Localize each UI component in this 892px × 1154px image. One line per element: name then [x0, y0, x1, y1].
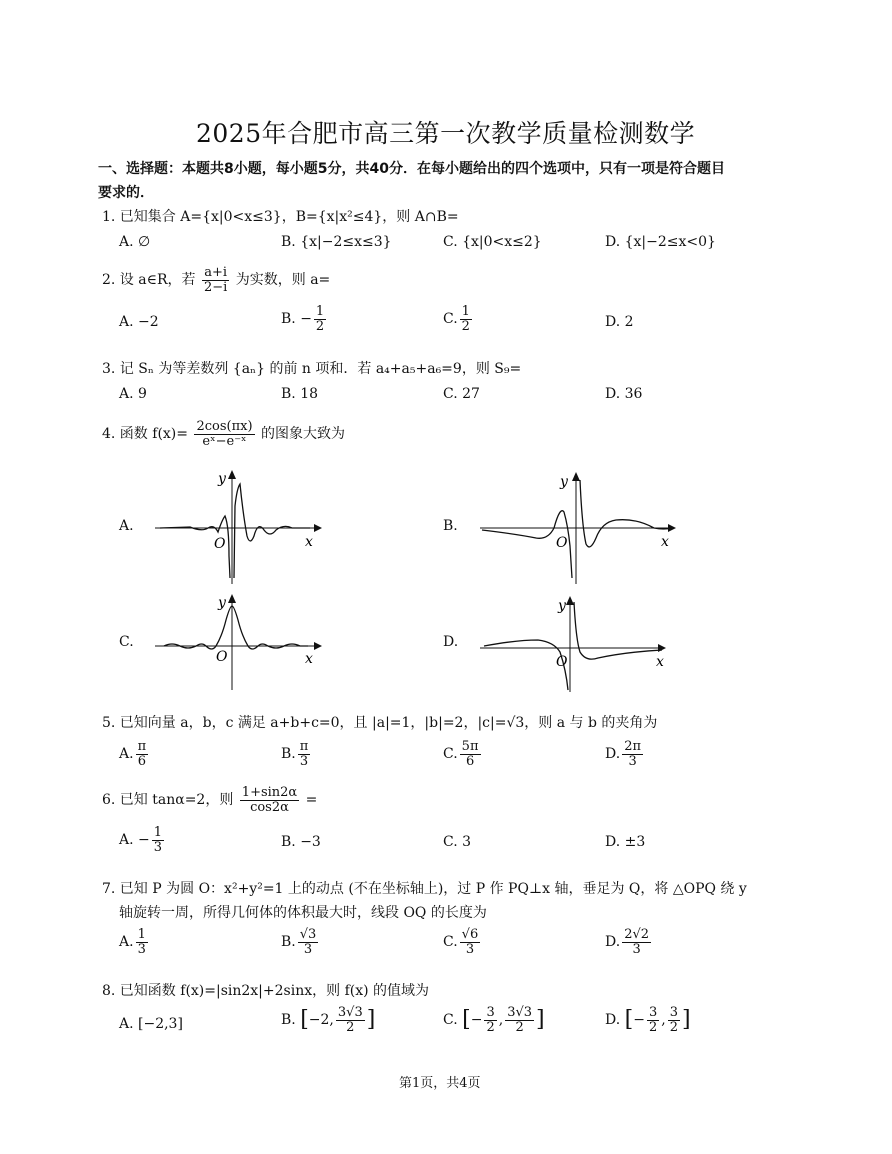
- q1-option-b: B. {x|−2≤x≤3}: [281, 234, 392, 250]
- q7-d-den: 3: [632, 941, 641, 957]
- q4-graph-b: [476, 466, 686, 586]
- q8-d-num1: 3: [648, 1005, 658, 1020]
- q8-d-den2: 2: [669, 1019, 678, 1035]
- q5-c-pre: C.: [443, 746, 458, 763]
- q1-stem: 1. 已知集合 A={x|0<x≤3}，B={x|x²≤4}，则 A∩B=: [102, 209, 459, 225]
- q7-d-num: 2√2: [624, 927, 650, 942]
- q8-option-a: A. [−2,3]: [119, 1016, 183, 1032]
- q8-d-v1: −: [633, 1012, 645, 1029]
- q8-d-num2: 3: [669, 1005, 678, 1020]
- q8-c-num2: 3√3: [507, 1005, 533, 1020]
- q8-b-right-bracket: ]: [366, 1007, 376, 1033]
- q6-option-c: C. 3: [443, 834, 472, 850]
- q5-option-d: [605, 740, 645, 768]
- q2-option-b: [281, 305, 328, 333]
- q4-option-d: D.: [443, 634, 459, 650]
- q8-c-frac2: [505, 1006, 534, 1034]
- graph-c-y-label: y: [218, 595, 226, 611]
- q8-d-frac1: [647, 1006, 659, 1034]
- q5-b-num: π: [299, 739, 309, 754]
- q2-option-a: A. −2: [119, 314, 159, 330]
- q4-num: 2cos(πx): [196, 419, 253, 434]
- q8-c-comma: ,: [498, 1012, 504, 1029]
- q1-option-d: D. {x|−2≤x<0}: [605, 234, 716, 250]
- q4-graph-c: [150, 590, 330, 692]
- q7-option-d: [605, 928, 653, 956]
- q5-a-frac: [136, 740, 149, 768]
- q5-a-pre: A.: [119, 746, 134, 763]
- graph-a-y-label: y: [218, 471, 226, 487]
- q2-num: a+i: [204, 265, 228, 280]
- q8-c-frac1: [484, 1006, 496, 1034]
- q5-c-frac: [460, 740, 481, 768]
- q8-c-num1: 3: [486, 1005, 495, 1020]
- q5-option-b: [281, 740, 312, 768]
- q2-b-num: 1: [315, 304, 325, 319]
- q6-a-frac: [152, 826, 164, 854]
- graph-c-origin: O: [216, 649, 228, 665]
- section-header-line2: 要求的．: [98, 185, 154, 201]
- page-footer: 第1页，共4页: [399, 1076, 481, 1091]
- q6-fraction: [240, 786, 299, 814]
- q5-a-den: 6: [137, 753, 146, 769]
- graph-b-x-label: x: [661, 534, 669, 550]
- q5-b-den: 3: [299, 753, 309, 769]
- q3-option-a: A. 9: [119, 386, 147, 402]
- q8-d-comma: ,: [661, 1012, 666, 1029]
- q7-option-b: [281, 928, 320, 956]
- q2-b-frac: [314, 305, 326, 333]
- q6-den: cos2α: [250, 799, 289, 815]
- section-header-line1: 一、选择题：本题共8小题，每小题5分，共40分．在每小题给出的四个选项中，只有一项是符合题目: [98, 161, 725, 177]
- q7-a-frac: [136, 928, 148, 956]
- q4-option-b: B.: [443, 518, 458, 534]
- q7-d-frac: [622, 928, 651, 956]
- q2-fraction: [202, 266, 229, 294]
- q1-option-c: C. {x|0<x≤2}: [443, 234, 542, 250]
- q7-b-den: 3: [303, 941, 313, 957]
- q8-c-v1: −: [470, 1012, 483, 1029]
- q8-c-right-bracket: ]: [536, 1007, 545, 1033]
- graph-d-origin: O: [556, 654, 568, 670]
- q6-a-pre: A. −: [119, 832, 150, 849]
- q2-c-pre: C.: [443, 311, 458, 328]
- q4-stem-post: 的图象大致为: [260, 426, 345, 443]
- q6-stem-post: =: [305, 792, 318, 809]
- q8-c-pre: C.: [443, 1012, 458, 1029]
- q8-b-v1: −2,: [308, 1012, 334, 1029]
- q2-stem-pre: 2. 设 a∈R，若: [102, 272, 196, 289]
- q6-a-num: 1: [153, 825, 163, 840]
- q8-option-d: [605, 1006, 691, 1034]
- q2-c-num: 1: [461, 304, 470, 319]
- q7-a-num: 1: [137, 927, 146, 942]
- q5-stem: 5. 已知向量 a，b，c 满足 a+b+c=0，且 |a|=1，|b|=2，|c|=√3，则 a 与 b 的夹角为: [102, 715, 658, 731]
- q2-b-pre: B. −: [281, 311, 312, 328]
- q8-option-b: [281, 1006, 375, 1034]
- q4-stem: [102, 420, 345, 448]
- q7-stem-line2: 轴旋转一周，所得几何体的体积最大时，线段 OQ 的长度为: [119, 905, 487, 921]
- q4-graph-d: [476, 590, 686, 694]
- q8-c-left-bracket: [: [462, 1007, 471, 1033]
- q7-c-den: 3: [465, 941, 475, 957]
- q8-d-den1: 2: [648, 1019, 658, 1035]
- q4-graph-a: [150, 466, 330, 586]
- q5-option-c: [443, 740, 483, 768]
- q6-num: 1+sin2α: [241, 785, 298, 800]
- q3-option-d: D. 36: [605, 386, 643, 402]
- q4-option-c: C.: [119, 634, 134, 650]
- q4-stem-pre: 4. 函数 f(x)=: [102, 426, 188, 443]
- q2-stem-post: 为实数，则 a=: [235, 272, 331, 289]
- q7-c-pre: C.: [443, 934, 458, 951]
- q5-b-pre: B.: [281, 746, 296, 763]
- graph-b-y-label: y: [560, 474, 568, 490]
- q3-option-c: C. 27: [443, 386, 480, 402]
- q2-stem: [102, 266, 330, 294]
- q3-option-b: B. 18: [281, 386, 319, 402]
- q6-a-den: 3: [153, 839, 163, 855]
- q7-d-pre: D.: [605, 934, 621, 951]
- q7-b-pre: B.: [281, 934, 296, 951]
- q7-b-num: √3: [299, 927, 317, 942]
- q8-d-right-bracket: ]: [681, 1007, 691, 1033]
- q8-c-den2: 2: [515, 1019, 524, 1035]
- q5-option-a: [119, 740, 150, 768]
- q5-d-pre: D.: [605, 746, 621, 763]
- graph-d-y-label: y: [558, 598, 566, 614]
- q7-b-frac: [298, 928, 319, 956]
- q7-stem-line1: 7. 已知 P 为圆 O：x²+y²=1 上的动点 (不在坐标轴上)，过 P 作 PQ⊥x 轴，垂足为 Q，将 △OPQ 绕 y: [102, 881, 747, 897]
- graph-c-x-label: x: [305, 651, 313, 667]
- q7-option-a: [119, 928, 150, 956]
- q5-d-den: 3: [628, 753, 637, 769]
- q8-option-c: [443, 1006, 545, 1034]
- q8-b-left-bracket: [: [300, 1007, 309, 1033]
- q8-d-left-bracket: [: [624, 1007, 634, 1033]
- graph-a-x-label: x: [305, 534, 313, 550]
- q1-option-a: A. ∅: [119, 234, 151, 250]
- q5-c-den: 6: [465, 753, 475, 769]
- q2-c-den: 2: [461, 318, 470, 334]
- q8-b-pre: B.: [281, 1012, 296, 1029]
- q5-c-num: 5π: [461, 739, 479, 754]
- q2-den: 2−i: [203, 279, 228, 295]
- q7-a-pre: A.: [119, 934, 134, 951]
- graph-d-x-label: x: [656, 654, 664, 670]
- q4-fraction: [194, 420, 254, 448]
- q8-b-den: 2: [346, 1019, 355, 1035]
- graph-b-origin: O: [556, 535, 568, 551]
- q6-stem-pre: 6. 已知 tanα=2，则: [102, 792, 234, 809]
- q8-d-frac2: [668, 1006, 680, 1034]
- q2-option-c: [443, 305, 474, 333]
- q3-stem: 3. 记 Sₙ 为等差数列 {aₙ} 的前 n 项和．若 a₄+a₅+a₆=9，则 S₉=: [102, 361, 522, 377]
- q8-b-frac: [336, 1006, 365, 1034]
- q5-d-frac: [622, 740, 643, 768]
- q2-b-den: 2: [315, 318, 325, 334]
- q4-den: eˣ−e⁻ˣ: [202, 433, 247, 449]
- q8-b-num: 3√3: [337, 1005, 363, 1020]
- q2-option-d: D. 2: [605, 314, 634, 330]
- q7-a-den: 3: [137, 941, 146, 957]
- page-title: 2025年合肥市高三第一次教学质量检测数学: [196, 119, 696, 148]
- graph-a-origin: O: [214, 536, 226, 552]
- q7-c-frac: [460, 928, 481, 956]
- q5-d-num: 2π: [624, 739, 642, 754]
- q4-option-a: A.: [119, 518, 134, 534]
- q2-c-frac: [460, 305, 472, 333]
- q7-c-num: √6: [461, 927, 479, 942]
- q6-stem: [102, 786, 317, 814]
- q6-option-b: B. −3: [281, 834, 321, 850]
- q8-c-den1: 2: [486, 1019, 495, 1035]
- q5-b-frac: [298, 740, 311, 768]
- q8-stem: 8. 已知函数 f(x)=|sin2x|+2sinx，则 f(x) 的值域为: [102, 983, 430, 999]
- q5-a-num: π: [137, 739, 147, 754]
- q7-option-c: [443, 928, 482, 956]
- q6-option-d: D. ±3: [605, 834, 646, 850]
- q6-option-a: [119, 826, 166, 854]
- q8-d-pre: D.: [605, 1012, 621, 1029]
